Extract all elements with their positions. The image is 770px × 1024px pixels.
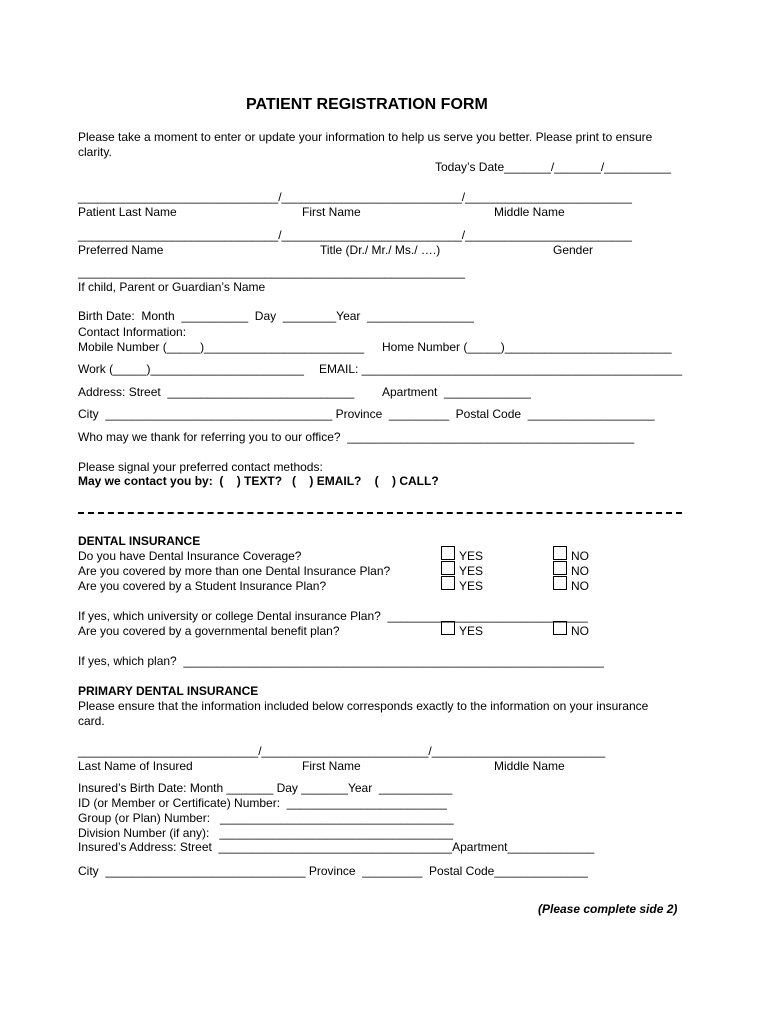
referral-field[interactable]: Who may we thank for referring you to our office? ___________________________________________: [78, 430, 635, 444]
checkbox-governmental-plan-no[interactable]: [553, 621, 567, 635]
label-preferred-name: Preferred Name: [78, 243, 164, 257]
university-plan-field[interactable]: If yes, which university or college Dental insurance Plan? ______________________________: [78, 609, 588, 623]
which-plan-field[interactable]: If yes, which plan? _______________________________________________________________: [78, 654, 604, 668]
label-first-name: First Name: [302, 205, 361, 219]
primary-dental-insurance-heading: PRIMARY DENTAL INSURANCE: [78, 684, 259, 698]
insured-birth-date-field[interactable]: Insured’s Birth Date: Month _______ Day _______Year ___________: [78, 781, 453, 795]
checkbox-dental-coverage-no[interactable]: [553, 546, 567, 560]
intro-text-line1: Please take a moment to enter or update your information to help us serve you better. Please print to ensure: [78, 130, 653, 144]
insured-city-province-postal-field[interactable]: City ______________________________ Province _________ Postal Code______________: [78, 864, 588, 878]
division-number-field[interactable]: Division Number (if any): ___________________________________: [78, 826, 453, 840]
member-id-field[interactable]: ID (or Member or Certificate) Number: ________________________: [78, 796, 447, 810]
label-gender: Gender: [553, 243, 594, 257]
work-number-field[interactable]: Work (_____)_______________________: [78, 362, 304, 376]
label-yes: YES: [459, 624, 484, 638]
intro-text-line2: clarity.: [78, 145, 112, 159]
mobile-number-field[interactable]: Mobile Number (_____)________________________: [78, 340, 365, 354]
label-insured-middle-name: Middle Name: [494, 759, 565, 773]
home-number-field[interactable]: Home Number (_____)_________________________: [382, 340, 672, 354]
label-insured-first-name: First Name: [302, 759, 361, 773]
patient-name-field-line[interactable]: ______________________________/___________________________/_________________________: [78, 190, 632, 204]
label-yes: YES: [459, 549, 484, 563]
label-yes: YES: [459, 579, 484, 593]
contact-information-label: Contact Information:: [78, 325, 187, 339]
label-no: NO: [571, 549, 589, 563]
label-yes: YES: [459, 564, 484, 578]
checkbox-student-plan-yes[interactable]: [441, 576, 455, 590]
checkbox-student-plan-no[interactable]: [553, 576, 567, 590]
apartment-field[interactable]: Apartment _____________: [382, 385, 531, 399]
label-patient-last-name: Patient Last Name: [78, 205, 177, 219]
insured-name-field-line[interactable]: ___________________________/_________________________/__________________________: [78, 744, 606, 758]
label-no: NO: [571, 579, 589, 593]
question-dental-coverage: Do you have Dental Insurance Coverage?: [78, 549, 302, 563]
primary-note-line1: Please ensure that the information included below corresponds exactly to the information on your insurance: [78, 699, 649, 713]
question-governmental-plan: Are you covered by a governmental benefit plan?: [78, 624, 340, 638]
checkbox-dental-coverage-yes[interactable]: [441, 546, 455, 560]
guardian-name-field-line[interactable]: __________________________________________________________: [78, 265, 466, 279]
dental-insurance-heading: DENTAL INSURANCE: [78, 534, 201, 548]
contact-methods-label: Please signal your preferred contact methods:: [78, 460, 323, 474]
insured-address-field[interactable]: Insured’s Address: Street ___________________________________Apartment_____________: [78, 840, 595, 854]
label-insured-last-name: Last Name of Insured: [78, 759, 193, 773]
preferred-name-field-line[interactable]: ______________________________/___________________________/_________________________: [78, 228, 632, 242]
label-no: NO: [571, 564, 589, 578]
contact-methods-options[interactable]: May we contact you by: ( ) TEXT? ( ) EMAIL? ( ) CALL?: [78, 474, 439, 488]
label-title: Title (Dr./ Mr./ Ms./ ….): [320, 243, 441, 257]
section-divider: [78, 512, 682, 514]
address-street-field[interactable]: Address: Street ____________________________: [78, 385, 355, 399]
city-province-postal-field[interactable]: City __________________________________ Province _________ Postal Code ___________________: [78, 407, 655, 421]
email-field[interactable]: EMAIL: ________________________________________________: [319, 362, 683, 376]
complete-side-2-note: (Please complete side 2): [538, 902, 678, 916]
label-middle-name: Middle Name: [494, 205, 565, 219]
primary-note-line2: card.: [78, 714, 105, 728]
checkbox-multiple-plans-no[interactable]: [553, 561, 567, 575]
label-no: NO: [571, 624, 589, 638]
label-guardian-name: If child, Parent or Guardian’s Name: [78, 280, 266, 294]
birth-date-field[interactable]: Birth Date: Month __________ Day ________Year ________________: [78, 309, 474, 323]
group-number-field[interactable]: Group (or Plan) Number: ___________________________________: [78, 811, 454, 825]
form-title: PATIENT REGISTRATION FORM: [246, 96, 488, 113]
todays-date-field[interactable]: Today’s Date_______/_______/__________: [435, 160, 671, 174]
question-more-than-one-plan: Are you covered by more than one Dental Insurance Plan?: [78, 564, 391, 578]
checkbox-governmental-plan-yes[interactable]: [441, 621, 455, 635]
checkbox-multiple-plans-yes[interactable]: [441, 561, 455, 575]
question-student-plan: Are you covered by a Student Insurance Plan?: [78, 579, 327, 593]
